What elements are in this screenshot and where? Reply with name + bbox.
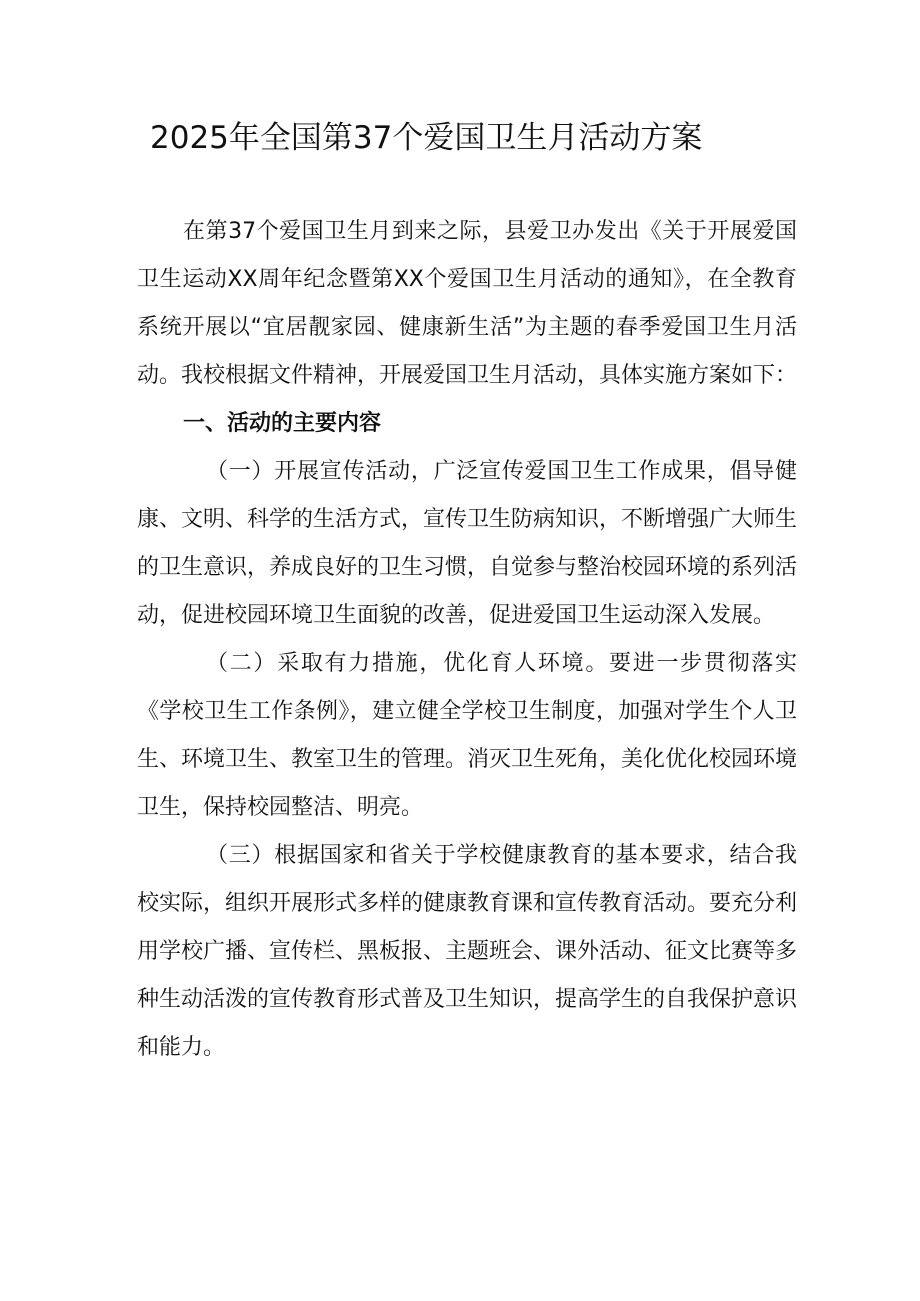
section-heading: 一、活动的主要内容 bbox=[183, 411, 382, 436]
document-body bbox=[137, 208, 797, 1072]
document-title: 2025年全国第37个爱国卫生月活动方案 bbox=[150, 120, 703, 156]
intro-paragraph: 在第37个爱国卫生月到来之际，县爱卫办发出《关于开展爱国卫生运动XX周年纪念暨第XX个爱国卫生月活动的通知》，在全教育系统开展以“宜居靓家园、健康新生活”为主题的春季爱国卫生月活动。我校根据文件精神，开展爱国卫生月活动，具体实施方案如下： bbox=[137, 219, 798, 388]
item-paragraph-3: （三）根据国家和省关于学校健康教育的基本要求，结合我校实际，组织开展形式多样的健康教育课和宣传教育活动。要充分利用学校广播、宣传栏、黑板报、主题班会、课外活动、征文比赛等多种生动活泼的宣传教育形式普及卫生知识，提高学生的自我保护意识和能力。 bbox=[137, 843, 798, 1060]
item-paragraph-1: （一）开展宣传活动，广泛宣传爱国卫生工作成果，倡导健康、文明、科学的生活方式，宣传卫生防病知识，不断增强广大师生的卫生意识，养成良好的卫生习惯，自觉参与整治校园环境的系列活动，促进校园环境卫生面貌的改善，促进爱国卫生运动深入发展。 bbox=[137, 459, 798, 628]
item-paragraph-2: （二）采取有力措施，优化育人环境。要进一步贯彻落实《学校卫生工作条例》，建立健全学校卫生制度，加强对学生个人卫生、环境卫生、教室卫生的管理。消灭卫生死角，美化优化校园环境卫生，保持校园整洁、明亮。 bbox=[137, 651, 798, 820]
